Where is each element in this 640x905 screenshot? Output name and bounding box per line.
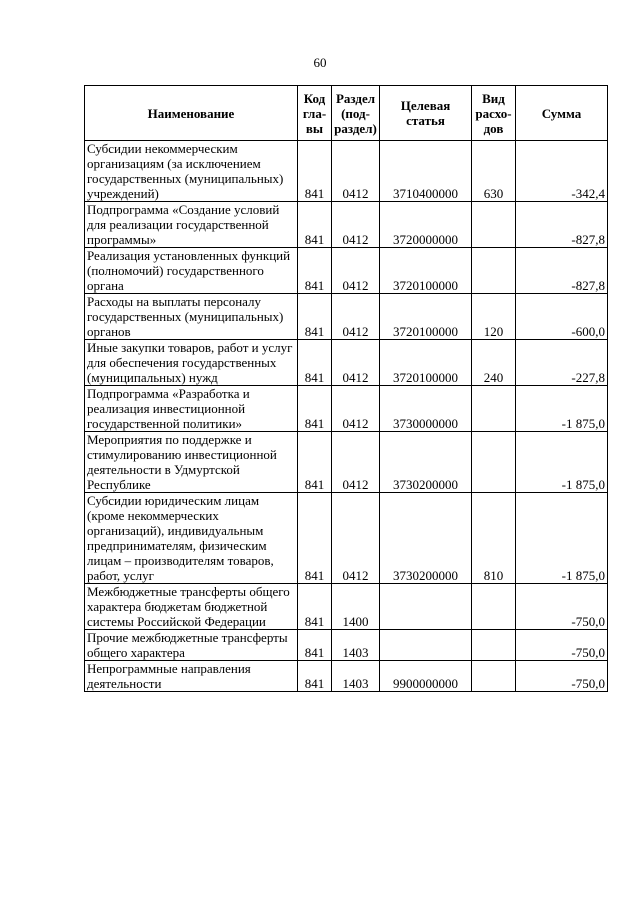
cell-kind	[472, 661, 516, 692]
cell-name: Реализация установленных функций (полномочий) государственного органа	[85, 248, 298, 294]
cell-sum: -227,8	[516, 340, 608, 386]
cell-article: 3720000000	[380, 202, 472, 248]
cell-section: 0412	[332, 493, 380, 584]
cell-article: 3730200000	[380, 493, 472, 584]
page-number: 60	[313, 55, 327, 70]
cell-name: Мероприятия по поддержке и стимулированию инвестиционной деятельности в Удмуртской Республике	[85, 432, 298, 493]
table-row	[85, 294, 608, 340]
cell-name: Субсидии некоммерческим организациям (за исключением государственных (муниципальных) учреждений)	[85, 141, 298, 202]
cell-kind	[472, 202, 516, 248]
cell-code: 841	[298, 248, 332, 294]
cell-code: 841	[298, 493, 332, 584]
cell-section: 1403	[332, 630, 380, 661]
cell-name: Межбюджетные трансферты общего характера бюджетам бюджетной системы Российской Федерации	[85, 584, 298, 630]
cell-sum: -1 875,0	[516, 386, 608, 432]
header-article: Целевая статья	[380, 86, 472, 141]
cell-section: 1403	[332, 661, 380, 692]
cell-section: 0412	[332, 294, 380, 340]
cell-article	[380, 630, 472, 661]
cell-kind	[472, 584, 516, 630]
cell-sum: -1 875,0	[516, 432, 608, 493]
budget-table	[84, 85, 608, 692]
table-row	[85, 630, 608, 661]
header-row	[85, 86, 608, 141]
cell-section: 1400	[332, 584, 380, 630]
cell-kind	[472, 386, 516, 432]
table-row	[85, 340, 608, 386]
cell-kind	[472, 248, 516, 294]
header-kind: Вид расхо- дов	[472, 86, 516, 141]
table-row	[85, 661, 608, 692]
cell-section: 0412	[332, 248, 380, 294]
cell-name: Расходы на выплаты персоналу государственных (муниципальных) органов	[85, 294, 298, 340]
header-code: Код гла- вы	[298, 86, 332, 141]
cell-kind: 810	[472, 493, 516, 584]
cell-sum: -600,0	[516, 294, 608, 340]
cell-section: 0412	[332, 141, 380, 202]
cell-kind: 630	[472, 141, 516, 202]
table-row	[85, 202, 608, 248]
cell-name: Подпрограмма «Разработка и реализация инвестиционной государственной политики»	[85, 386, 298, 432]
cell-article: 3720100000	[380, 294, 472, 340]
cell-article: 9900000000	[380, 661, 472, 692]
cell-kind: 120	[472, 294, 516, 340]
cell-article: 3730200000	[380, 432, 472, 493]
cell-article: 3730000000	[380, 386, 472, 432]
cell-sum: -827,8	[516, 202, 608, 248]
cell-section: 0412	[332, 386, 380, 432]
cell-code: 841	[298, 340, 332, 386]
cell-code: 841	[298, 386, 332, 432]
cell-section: 0412	[332, 432, 380, 493]
cell-name: Прочие межбюджетные трансферты общего характера	[85, 630, 298, 661]
cell-section: 0412	[332, 202, 380, 248]
cell-sum: -750,0	[516, 661, 608, 692]
cell-article: 3720100000	[380, 340, 472, 386]
cell-code: 841	[298, 141, 332, 202]
cell-name: Подпрограмма «Создание условий для реализации государственной программы»	[85, 202, 298, 248]
header-section: Раздел (под- раздел)	[332, 86, 380, 141]
cell-code: 841	[298, 661, 332, 692]
table-row	[85, 141, 608, 202]
cell-article	[380, 584, 472, 630]
cell-code: 841	[298, 202, 332, 248]
table-row	[85, 386, 608, 432]
cell-section: 0412	[332, 340, 380, 386]
header-name: Наименование	[85, 86, 298, 141]
cell-code: 841	[298, 630, 332, 661]
cell-kind	[472, 432, 516, 493]
table-row	[85, 584, 608, 630]
cell-sum: -1 875,0	[516, 493, 608, 584]
cell-sum: -827,8	[516, 248, 608, 294]
table-row	[85, 248, 608, 294]
cell-name: Иные закупки товаров, работ и услуг для обеспечения государственных (муниципальных) нужд	[85, 340, 298, 386]
cell-article: 3720100000	[380, 248, 472, 294]
cell-code: 841	[298, 584, 332, 630]
table-row	[85, 493, 608, 584]
cell-kind: 240	[472, 340, 516, 386]
cell-sum: -342,4	[516, 141, 608, 202]
cell-sum: -750,0	[516, 584, 608, 630]
cell-article: 3710400000	[380, 141, 472, 202]
cell-name: Непрограммные направления деятельности	[85, 661, 298, 692]
table-row	[85, 432, 608, 493]
cell-sum: -750,0	[516, 630, 608, 661]
cell-code: 841	[298, 432, 332, 493]
cell-code: 841	[298, 294, 332, 340]
cell-kind	[472, 630, 516, 661]
cell-name: Субсидии юридическим лицам (кроме некоммерческих организаций), индивидуальным предпринимателям, физическим лицам – производителям товаров, работ, услуг	[85, 493, 298, 584]
header-sum: Сумма	[516, 86, 608, 141]
